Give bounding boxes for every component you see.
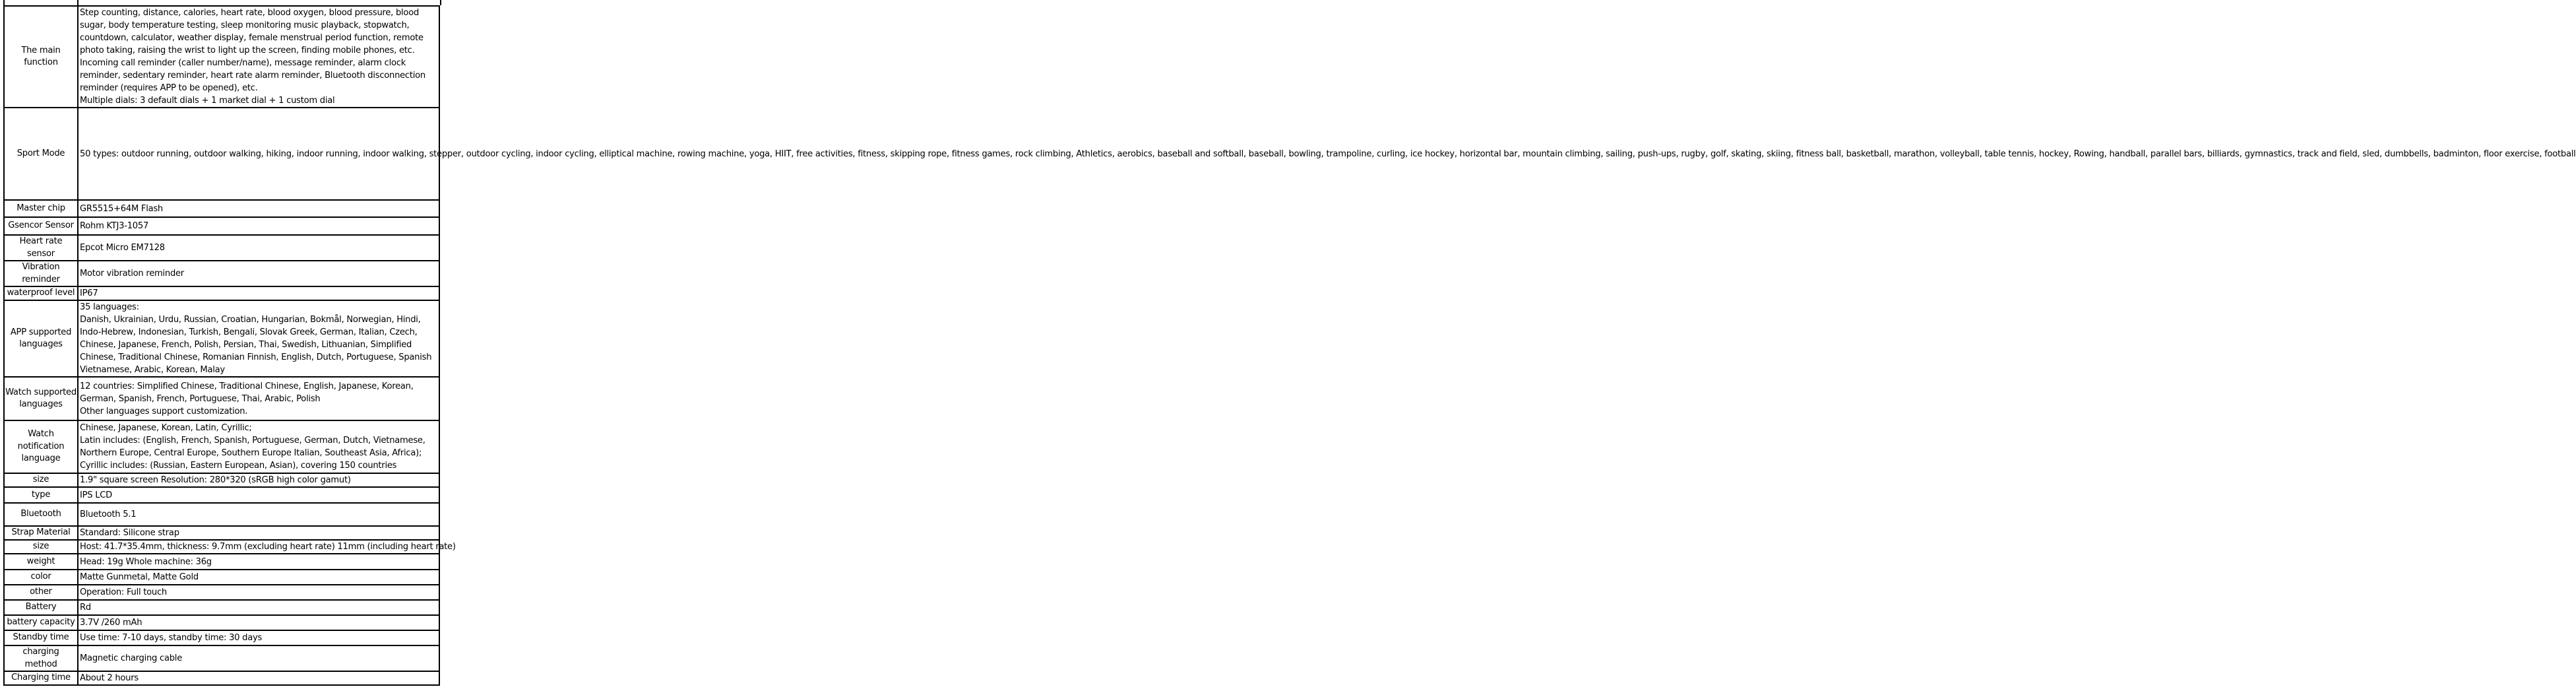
spec-label: weight (4, 554, 78, 570)
spec-value (78, 108, 2576, 200)
spec-label: Sport Mode (4, 108, 78, 200)
spec-row-heart-rate-sensor-4 (4, 235, 439, 261)
spec-value (78, 487, 439, 503)
spec-value-line: Chinese, Japanese, Korean, Latin, Cyrillic; (80, 423, 252, 433)
spec-value-line: IPS LCD (80, 490, 113, 500)
spec-label: size (4, 473, 78, 487)
spec-row-other-17 (4, 585, 439, 600)
spec-value-line: Rd (80, 603, 91, 612)
spec-value-line: Cyrillic includes: (Russian, Eastern European, Asian), covering 150 countries (80, 461, 397, 471)
spec-label: type (4, 487, 78, 503)
spec-row-type-11 (4, 487, 439, 503)
spec-label: battery capacity (4, 615, 78, 630)
spec-row-weight-15 (4, 554, 439, 570)
table-top-edge (3, 0, 441, 5)
spec-row-master-chip-2 (4, 200, 439, 217)
spec-value (78, 6, 439, 108)
spec-value-line: Other languages support customization. (80, 406, 248, 416)
spec-label: color (4, 570, 78, 585)
spec-row-charging-method-21 (4, 645, 439, 671)
spec-value (78, 300, 439, 377)
spec-row-watch-notification-language-9 (4, 420, 439, 473)
spec-row-color-16 (4, 570, 439, 585)
spec-label: Heart rate sensor (4, 235, 78, 261)
spec-value (78, 671, 439, 685)
spec-value-line: Rohm KTJ3-1057 (80, 221, 149, 231)
spec-value (78, 200, 439, 217)
spec-value-line: Danish, Ukrainian, Urdu, Russian, Croatian, Hungarian, Bokmål, Norwegian, Hindi, Indo-Hebrew, Indonesian, Turkish, Bengali, Slovak Greek, German, Italian, Czech, Chinese, Japanese, French, Polish, Persian, Thai, Swedish, Lithuanian, Simplified Chinese, Traditional Chinese, Romanian Finnish, English, Dutch, Portuguese, Spanish Vietnamese, Arabic, Korean, Malay (80, 315, 432, 375)
spec-row-bluetooth-12 (4, 503, 439, 526)
spec-label: size (4, 540, 78, 554)
spec-label: other (4, 585, 78, 600)
spec-row-app-supported-languages-7 (4, 300, 439, 377)
spec-value-line: GR5515+64M Flash (80, 203, 163, 214)
spec-value (78, 645, 439, 671)
spec-value-line: 1.9" square screen Resolution: 280*320 (sRGB high color gamut) (80, 475, 351, 485)
spec-row-battery-capacity-19 (4, 615, 439, 630)
spec-label: Standby time (4, 630, 78, 645)
spec-label: Battery (4, 600, 78, 615)
spec-label: Strap Material (4, 526, 78, 540)
spec-label: Charging time (4, 671, 78, 685)
spec-value-line: Motor vibration reminder (80, 269, 184, 279)
spec-value-line: About 2 hours (80, 673, 139, 683)
spec-label: The main function (4, 6, 78, 108)
spec-value (78, 377, 439, 420)
spec-value-line: Head: 19g Whole machine: 36g (80, 556, 212, 567)
spec-value-line: Latin includes: (English, French, Spanish, Portuguese, German, Dutch, Vietnamese, Northern Europe, Central Europe, Southern Europe Italian, Southeast Asia, Africa); (80, 436, 425, 458)
spec-value-line: Epcot Micro EM7128 (80, 243, 165, 253)
spec-value (78, 217, 439, 235)
spec-label: Watch notification language (4, 420, 78, 473)
spec-value (78, 585, 439, 600)
spec-value-line: Matte Gunmetal, Matte Gold (80, 572, 199, 582)
spec-value-line: 12 countries: Simplified Chinese, Traditional Chinese, English, Japanese, Korean, German, Spanish, French, Portuguese, Thai, Arabic, Polish (80, 381, 414, 404)
spec-label: charging method (4, 645, 78, 671)
spec-value (78, 473, 439, 487)
spec-table (3, 5, 2576, 686)
spec-label: Watch supported languages (4, 377, 78, 420)
spec-row-size-14 (4, 540, 439, 554)
spec-row-strap-material-13 (4, 526, 439, 540)
spec-value-line: Standard: Silicone strap (80, 528, 179, 538)
spec-value-line: Bluetooth 5.1 (80, 510, 137, 519)
spec-value-line: Operation: Full touch (80, 587, 167, 597)
spec-row-battery-18 (4, 600, 439, 615)
spec-label: Gsencor Sensor (4, 217, 78, 235)
spec-value-line: 35 languages: (80, 302, 139, 312)
spec-value-line: Multiple dials: 3 default dials + 1 market dial + 1 custom dial (80, 96, 335, 106)
spec-value (78, 420, 439, 473)
spec-value-line: 3.7V /260 mAh (80, 618, 142, 628)
spec-row-standby-time-20 (4, 630, 439, 645)
spec-value (78, 600, 439, 615)
spec-row-waterproof-level-6 (4, 286, 439, 300)
spec-value-line: Magnetic charging cable (80, 653, 182, 663)
spec-value-line: IP67 (80, 288, 98, 298)
spec-label: Bluetooth (4, 503, 78, 526)
spec-value-line: 50 types: outdoor running, outdoor walking, hiking, indoor running, indoor walking, stepper, outdoor cycling, indoor cycling, elliptical machine, rowing machine, yoga, HIIT, free activities, fitness, skipping rope, fitness games, rock climbing, Athletics, aerobics, baseball and softball, baseball, bowling, trampoline, curling, ice hockey, horizontal bar, mountain climbing, sailing, push-ups, rugby, golf, skating, skiing, fitness ball, basketball, marathon, volleyball, table tennis, hockey, Rowing, handball, parallel bars, billiards, gymnastics, track and field, sled, dumbbells, badminton, floor exercise, football (80, 148, 2576, 159)
spec-row-charging-time-22 (4, 671, 439, 685)
spec-value (78, 503, 439, 526)
spec-value (78, 554, 439, 570)
spec-value (78, 615, 439, 630)
spec-value (78, 540, 456, 554)
spec-value (78, 630, 439, 645)
spec-label: Master chip (4, 200, 78, 217)
spec-label: Vibration reminder (4, 261, 78, 286)
spec-row-sport-mode-1 (4, 108, 439, 200)
spec-label: waterproof level (4, 286, 78, 300)
spec-row-the-main-function-0 (4, 6, 439, 108)
spec-label: APP supported languages (4, 300, 78, 377)
spec-row-vibration-reminder-5 (4, 261, 439, 286)
spec-value (78, 570, 439, 585)
spec-row-size-10 (4, 473, 439, 487)
spec-row-gsencor-sensor-3 (4, 217, 439, 235)
spec-value-line: Incoming call reminder (caller number/name), message reminder, alarm clock reminder, sedentary reminder, heart rate alarm reminder, Bluetooth disconnection reminder (requires APP to be opened), etc. (80, 58, 425, 93)
spec-value-line: Use time: 7-10 days, standby time: 30 days (80, 633, 263, 643)
spec-value (78, 526, 439, 540)
spec-value (78, 261, 439, 286)
spec-value-line: Step counting, distance, calories, heart rate, blood oxygen, blood pressure, blood sugar, body temperature testing, sleep monitoring music playback, stopwatch, countdown, calculator, weather display, female menstrual period function, remote photo taking, raising the wrist to light up the screen, finding mobile phones, etc. (80, 8, 424, 55)
spec-value (78, 286, 439, 300)
spec-value (78, 235, 439, 261)
spec-row-watch-supported-languages-8 (4, 377, 439, 420)
spec-value-line: Host: 41.7*35.4mm, thickness: 9.7mm (excluding heart rate) 11mm (including heart rate) (80, 542, 456, 552)
